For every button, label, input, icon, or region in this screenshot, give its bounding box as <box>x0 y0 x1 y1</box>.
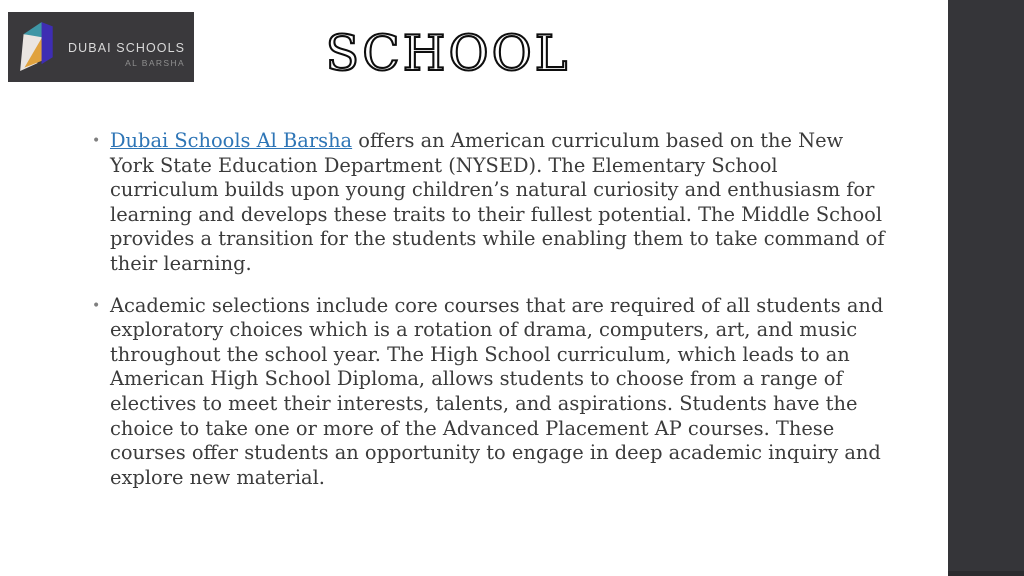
right-accent-panel <box>948 0 1024 576</box>
bullet-marker: • <box>92 297 101 314</box>
bullet-paragraph-1-text: offers an American curriculum based on the New York State Education Department (NYSED). The Elementary School curriculum builds upon young children’s natural curiosity and enthusiasm for learning and develops these traits to their fullest potential. The Middle School provides a transition for the students while enabling them to take command of their learning. <box>110 129 885 275</box>
bullet-paragraph-1 <box>110 129 885 277</box>
bullet-paragraph-2-text: Academic selections include core courses that are required of all students and exploratory choices which is a rotation of drama, computers, art, and music throughout the school year. The High School curriculum, which leads to an American High School Diploma, allows students to choose from a range of electives to meet their interests, talents, and aspirations. Students have the choice to take one or more of the Advanced Placement AP courses. These courses offer students an opportunity to engage in deep academic inquiry and explore new material. <box>110 293 884 489</box>
right-accent-panel-bottom-strip <box>948 571 1024 576</box>
dubai-schools-al-barsha-link[interactable]: Dubai Schools Al Barsha <box>110 129 353 152</box>
slide-title: SCHOOL <box>325 25 571 82</box>
bullet-item-2 <box>92 294 922 491</box>
bullet-paragraph-2 <box>110 294 883 491</box>
bullet-item-1 <box>92 129 922 277</box>
bullet-marker: • <box>92 133 101 149</box>
logo-subbrand-text: AL BARSHA <box>125 57 186 68</box>
slide-body <box>92 129 922 507</box>
logo-brand-text: DUBAI SCHOOLS <box>68 40 186 55</box>
